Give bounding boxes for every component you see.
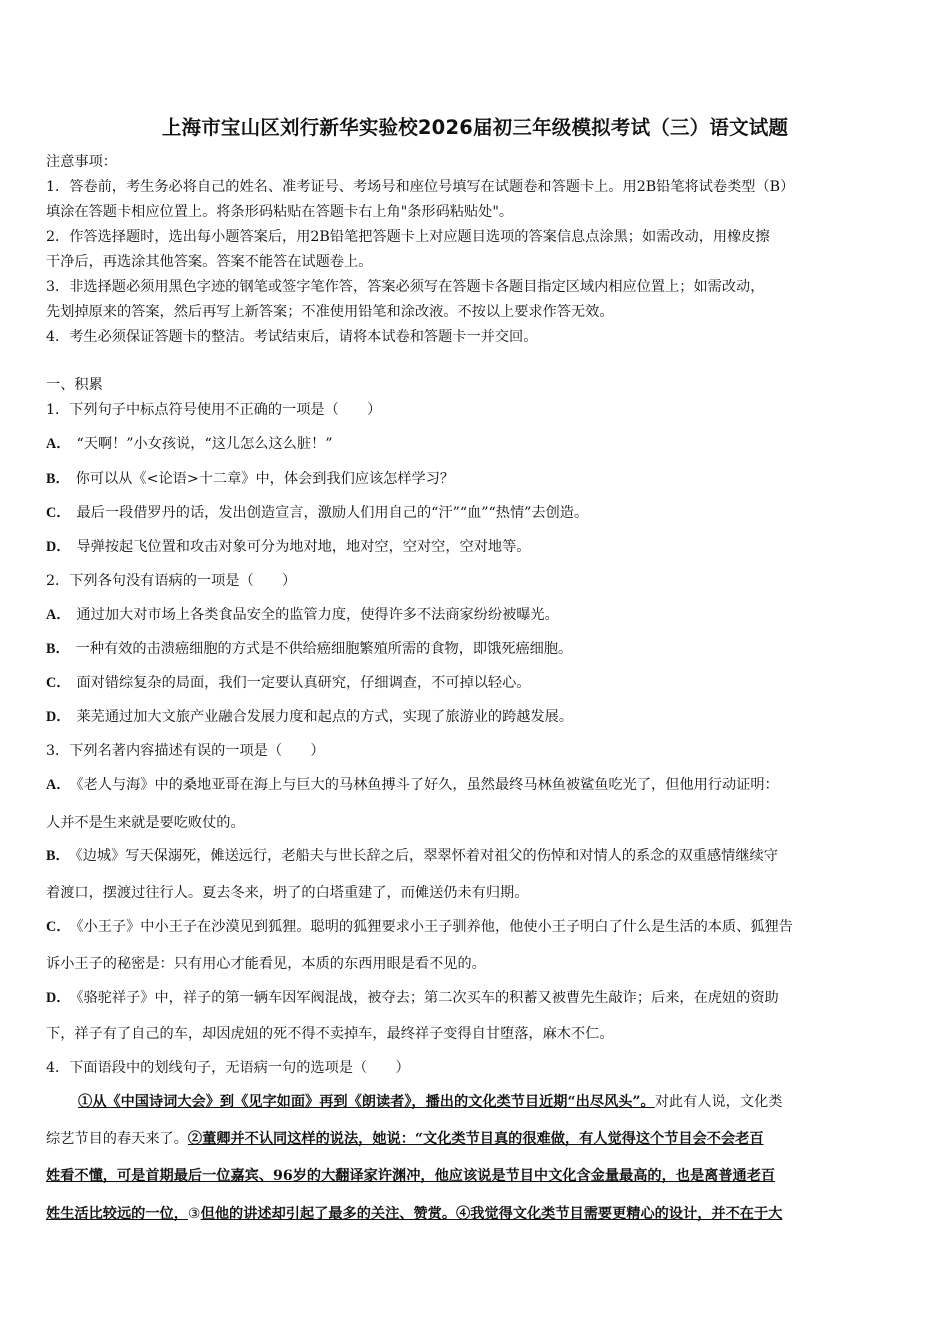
passage-line [46,1129,764,1149]
underlined-sentence: ②董卿并不认同这样的说法，她说：“文化类节目真的很难做，有人觉得这个节目会不会老百 [187,1131,764,1147]
passage-text: 综艺节目的春天来了。 [46,1131,188,1147]
option-text: 面对错综复杂的局面，我们一定要认真研究，仔细调查，不可掉以轻心。 [76,675,531,691]
option-text: 导弹按起飞位置和攻击对象可分为地对地，地对空，空对空，空对地等。 [76,539,531,555]
option-d[interactable] [46,537,530,557]
option-label: B． [46,641,70,657]
option-text: 《骆驼祥子》中，祥子的第一辆车因军阀混战，被夺去；第二次买车的积蓄又被曹先生敲诈；后来，在虎妞的资助 [76,990,779,1006]
option-label: D． [46,539,71,555]
option-b[interactable] [46,469,454,489]
option-label: C． [46,505,71,521]
option-label: D． [46,990,71,1006]
option-a[interactable] [46,605,559,625]
question-stem: 3．下列名著内容描述有误的一项是（ ） [46,743,325,759]
notice-line: 3．非选择题必须用黑色字迹的钢笔或签字笔作答，答案必须写在答题卡各题目指定区域内相应位置上；如需改动， [46,279,765,295]
underlined-sentence: 但他的讲述却引起了最多的关注、赞赏。④我觉得文化类节目需要更精心的设计，并不在于大 [200,1206,783,1222]
option-b[interactable] [46,639,572,659]
option-c[interactable] [46,673,530,693]
option-text: 《小王子》中小王子在沙漠见到狐狸。聪明的狐狸要求小王子驯养他，他使小王子明白了什么是生活的本质、狐狸告 [76,919,793,935]
question-stem: 1．下列句子中标点符号使用不正确的一项是（ ） [46,402,382,418]
option-text-cont: 下，祥子有了自己的车，却因虎妞的死不得不卖掉车，最终祥子变得自甘堕落，麻木不仁。 [46,1026,614,1042]
section-heading: 一、积累 [46,377,103,393]
option-text: 你可以从《<论语>十二章》中，体会到我们应该怎样学习？ [75,471,455,487]
option-label: C． [46,675,71,691]
underlined-sentence: 姓看不懂，可是首期最后一位嘉宾、96岁的大翻译家许渊冲，他应该说是节目中文化含金量最高的，也是离普通老百 [46,1168,776,1184]
option-c[interactable] [46,503,588,523]
option-label: C． [46,919,71,935]
option-label: B． [46,471,70,487]
option-label: B． [46,848,70,864]
notice-line: 1．答卷前，考生务必将自己的姓名、准考证号、考场号和座位号填写在试题卷和答题卡上。用2B铅笔将试卷类型（B） [46,179,795,195]
option-label: A． [46,607,71,623]
option-a[interactable] [46,434,332,454]
option-text-cont: 诉小王子的秘密是：只有用心才能看见，本质的东西用眼是看不见的。 [46,956,486,972]
notice-line: 干净后，再选涂其他答案。答案不能答在试题卷上。 [46,254,373,270]
notice-heading: 注意事项： [46,154,117,170]
underlined-sentence: 姓生活比较远的一位， [46,1206,188,1222]
notice-line: 先划掉原来的答案，然后再写上新答案；不准使用铅笔和涂改液。不按以上要求作答无效。 [46,304,614,320]
question-stem: 4．下面语段中的划线句子，无语病一句的选项是（ ） [46,1060,410,1076]
page-title: 上海市宝山区刘行新华实验校2026届初三年级模拟考试（三）语文试题 [161,116,789,139]
option-d[interactable] [46,707,573,727]
underlined-sentence: ①从《中国诗词大会》到《见字如面》再到《朗读者》，播出的文化类节目近期“出尽风头”。 [78,1094,655,1110]
passage-text: ③ [187,1206,201,1222]
passage-text: 对此有人说，文化类 [654,1094,783,1110]
option-text: 《边城》写天保溺死，傩送远行，老船夫与世长辞之后，翠翠怀着对祖父的伤悼和对情人的系念的双重感情继续守 [75,848,778,864]
option-label: D． [46,709,71,725]
option-text-cont: 人并不是生来就是要吃败仗的。 [46,815,245,831]
notice-line: 填涂在答题卡相应位置上。将条形码粘贴在答题卡右上角"条形码粘贴处"。 [46,204,514,220]
option-text: 最后一段借罗丹的话，发出创造宣言，激励人们用自己的“汗”“血”“热情”去创造。 [76,505,589,521]
option-text: 一种有效的击溃癌细胞的方式是不供给癌细胞繁殖所需的食物，即饿死癌细胞。 [75,641,573,657]
notice-line: 4．考生必须保证答题卡的整洁。考试结束后，请将本试卷和答题卡一并交回。 [46,329,538,345]
option-text: 莱芜通过加大文旅产业融合发展力度和起点的方式，实现了旅游业的跨越发展。 [76,709,574,725]
option-text: “天啊！”小女孩说，“这儿怎么这么脏！” [76,436,333,452]
option-b[interactable] [46,846,778,866]
option-d[interactable] [46,988,779,1008]
passage-line [46,1204,782,1224]
option-text: 通过加大对市场上各类食品安全的监管力度，使得许多不法商家纷纷被曝光。 [76,607,559,623]
option-text-cont: 着渡口，摆渡过往行人。夏去冬来，坍了的白塔重建了，而傩送仍未有归期。 [46,885,529,901]
option-text: 《老人与海》中的桑地亚哥在海上与巨大的马林鱼搏斗了好久，虽然最终马林鱼被鲨鱼吃光了，但他用行动证明： [76,777,779,793]
question-stem: 2．下列各句没有语病的一项是（ ） [46,573,297,589]
passage-line [78,1092,782,1112]
passage-line [46,1166,775,1186]
option-a[interactable] [46,775,779,795]
option-label: A． [46,436,71,452]
option-c[interactable] [46,917,793,937]
notice-line: 2．作答选择题时，选出每小题答案后，用2B铅笔把答题卡上对应题目选项的答案信息点涂黑；如需改动，用橡皮擦 [46,229,770,245]
option-label: A． [46,777,71,793]
